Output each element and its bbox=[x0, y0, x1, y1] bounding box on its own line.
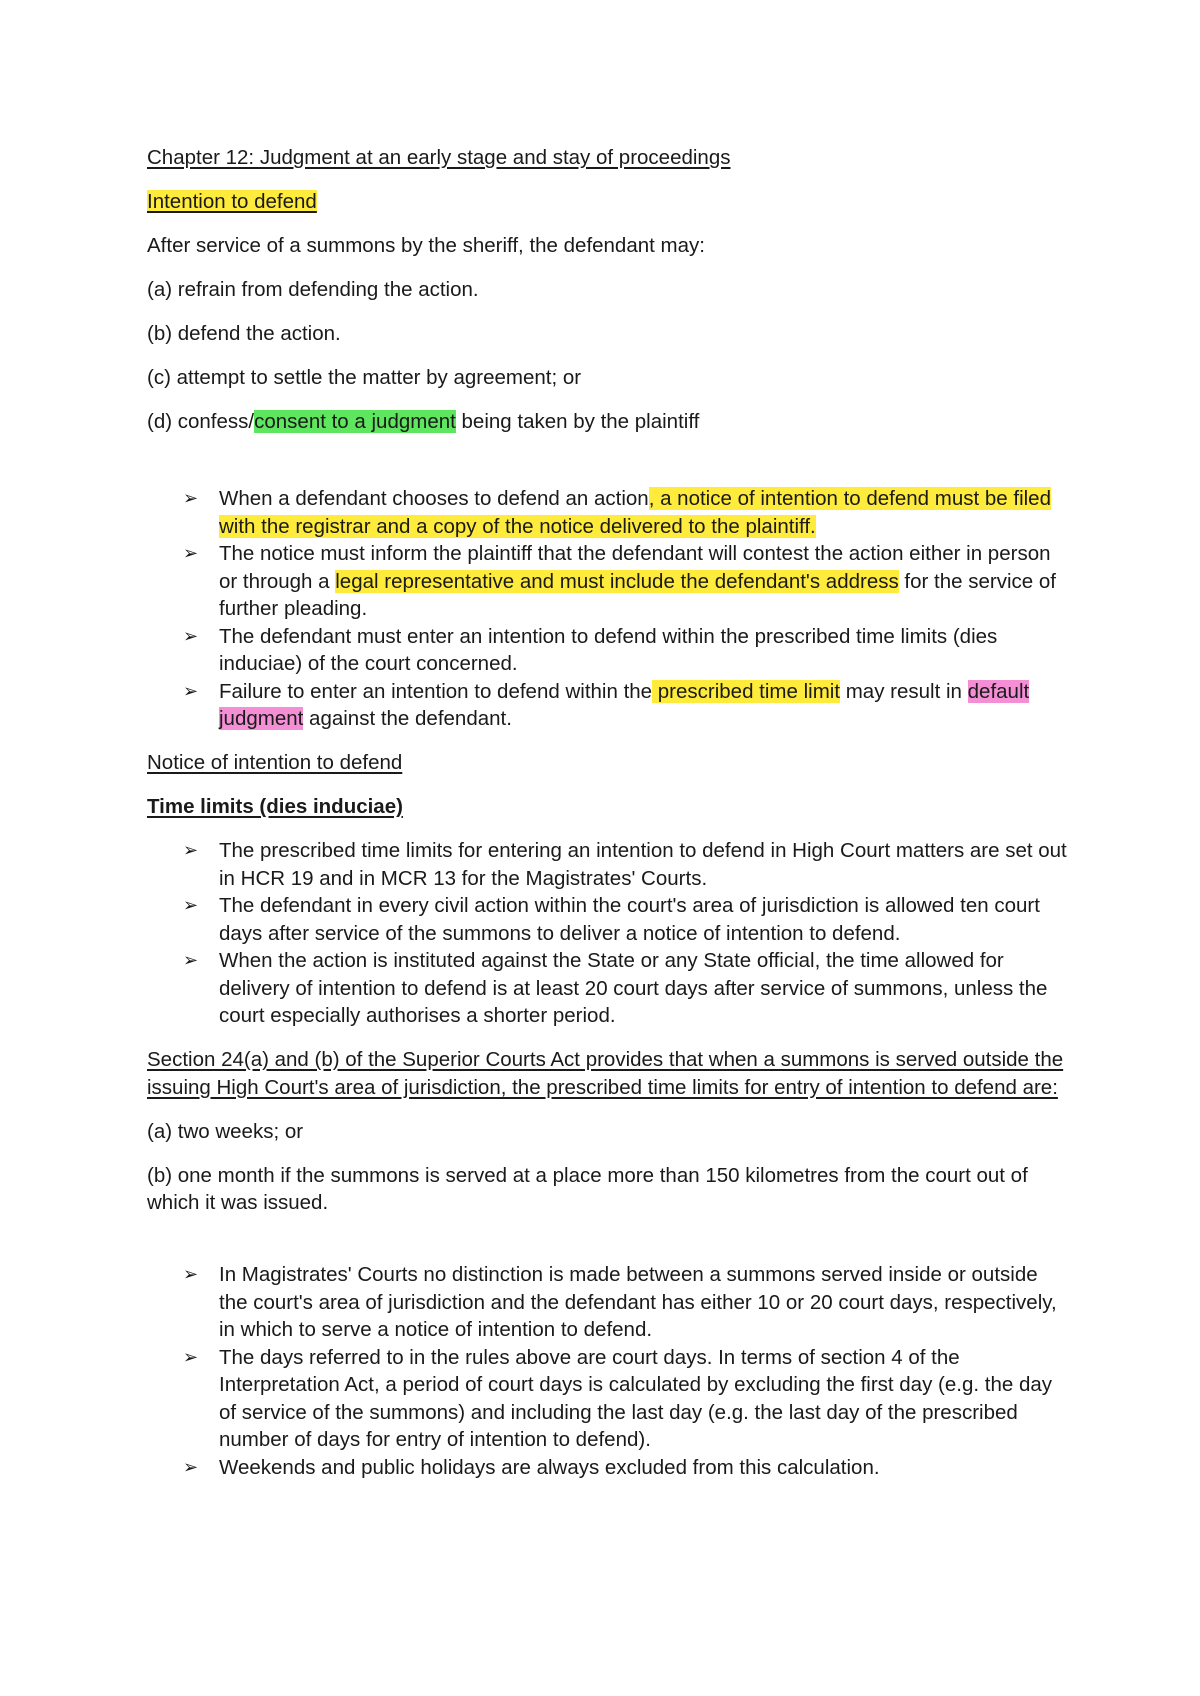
highlight-consent: consent to a judgment bbox=[254, 410, 456, 433]
document-body bbox=[147, 144, 1067, 1498]
limit-b: (b) one month if the summons is served at a place more than 150 kilometres from the court out of which it was issued. bbox=[147, 1163, 1028, 1214]
arrow-bullet-icon: ➢ bbox=[183, 488, 199, 509]
limit-a: (a) two weeks; or bbox=[147, 1119, 304, 1143]
bullet-list-intention bbox=[147, 485, 1067, 733]
bullet-list-magistrates bbox=[147, 1261, 1067, 1481]
list-item: ➢ The defendant must enter an intention to defend within the prescribed time limits (dies induciae) of the court concerned. bbox=[183, 624, 998, 675]
arrow-bullet-icon: ➢ bbox=[183, 895, 199, 916]
option-d: (d) confess/consent to a judgment being taken by the plaintiff bbox=[147, 410, 700, 433]
notice-heading: Notice of intention to defend bbox=[147, 751, 403, 774]
list-item: ➢ When the action is instituted against the State or any State official, the time allowed for delivery of intention to defend is at least 20 court days after service of summons, unless the court especially authorises a shorter period. bbox=[183, 949, 1048, 1027]
highlight-time-limit: prescribed time limit bbox=[652, 679, 841, 703]
bullet-list-time-limits bbox=[147, 837, 1067, 1030]
option-c: (c) attempt to settle the matter by agreement; or bbox=[147, 366, 582, 389]
list-item: ➢ The days referred to in the rules above are court days. In terms of section 4 of the Interpretation Act, a period of court days is calculated by excluding the first day (e.g. the day of service of the summons) and including the last day (e.g. the last day of the prescribed number of days for entry of intention to defend). bbox=[183, 1345, 1052, 1451]
option-b: (b) defend the action. bbox=[147, 322, 341, 345]
list-item: ➢ The notice must inform the plaintiff that the defendant will contest the action either in person or through a legal representative and must include the defendant's address for the service of further pleading. bbox=[183, 542, 1056, 620]
highlight-legal-representative: legal representative and must include the defendant's address bbox=[335, 569, 899, 593]
section-24-paragraph: Section 24(a) and (b) of the Superior Courts Act provides that when a summons is served outside the issuing High Court's area of jurisdiction, the prescribed time limits for entry of intention to defend are: bbox=[147, 1048, 1064, 1099]
highlight-notice-filed: , a notice of intention to defend must be filed with the registrar and a copy of the notice delivered to the plaintiff. bbox=[219, 487, 1051, 538]
list-item: ➢ The defendant in every civil action within the court's area of jurisdiction is allowed ten court days after service of the summons to deliver a notice of intention to defend. bbox=[183, 894, 1040, 945]
arrow-bullet-icon: ➢ bbox=[183, 1456, 199, 1478]
list-item: ➢ Weekends and public holidays are always excluded from this calculation. bbox=[147, 1454, 1067, 1482]
arrow-bullet-icon: ➢ bbox=[183, 625, 199, 647]
list-item: ➢ In Magistrates' Courts no distinction is made between a summons served inside or outside the court's area of jurisdiction and the defendant has either 10 or 20 court days, respectively, in which to serve a notice of intention to defend. bbox=[183, 1263, 1057, 1341]
arrow-bullet-icon: ➢ bbox=[183, 680, 199, 702]
list-item: ➢ Failure to enter an intention to defend within the prescribed time limit may result in default judgment against the defendant. bbox=[183, 679, 1030, 730]
arrow-bullet-icon: ➢ bbox=[183, 1264, 199, 1285]
section-heading-intention: Intention to defend bbox=[147, 190, 317, 213]
arrow-bullet-icon: ➢ bbox=[183, 543, 199, 564]
list-item: ➢ The prescribed time limits for entering an intention to defend in High Court matters are set out in HCR 19 and in MCR 13 for the Magistrates' Courts. bbox=[183, 839, 1067, 890]
list-item: ➢ When a defendant chooses to defend an action, a notice of intention to defend must be filed with the registrar and a copy of the notice delivered to the plaintiff. bbox=[183, 487, 1051, 538]
arrow-bullet-icon: ➢ bbox=[183, 950, 199, 971]
time-limits-heading: Time limits (dies induciae) bbox=[147, 795, 403, 818]
highlight-default-judgment: default judgment bbox=[219, 679, 1030, 730]
intro-paragraph: After service of a summons by the sheriff, the defendant may: bbox=[147, 234, 705, 257]
chapter-title: Chapter 12: Judgment at an early stage and stay of proceedings bbox=[147, 146, 731, 169]
arrow-bullet-icon: ➢ bbox=[183, 840, 199, 861]
option-a: (a) refrain from defending the action. bbox=[147, 278, 479, 301]
arrow-bullet-icon: ➢ bbox=[183, 1346, 199, 1368]
